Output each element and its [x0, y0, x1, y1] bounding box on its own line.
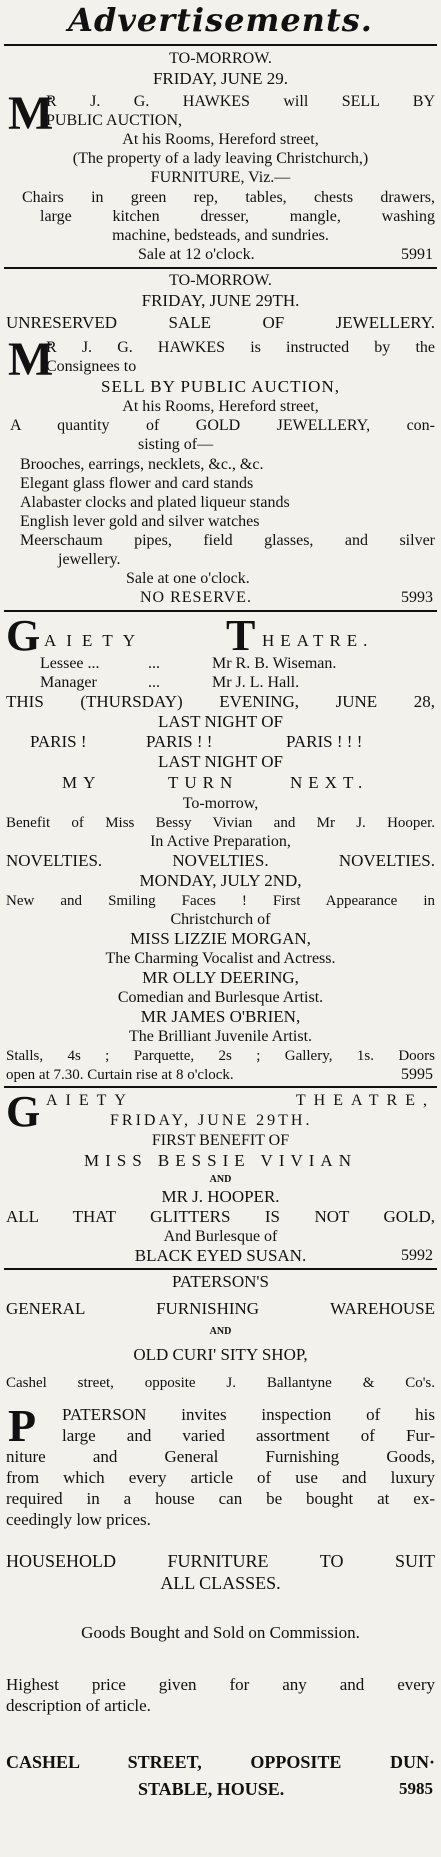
ad-line: To-morrow, — [182, 795, 259, 812]
divider — [4, 1086, 437, 1088]
ad-line: HEATRE. — [262, 631, 374, 650]
ad-line: STABLE, HOUSE. — [138, 1779, 285, 1799]
ad-line: AIETY THEATRE, — [46, 1092, 435, 1109]
ad-line: from which every article of use and luxury — [6, 1468, 435, 1487]
ad-line: FIRST BENEFIT OF — [151, 1132, 290, 1149]
ad-line: SELL BY PUBLIC AUCTION, — [101, 377, 340, 396]
ad-line: Alabaster clocks and plated liqueur stands — [20, 494, 290, 511]
ad-line: In Active Preparation, — [150, 833, 291, 850]
ad-line: PARIS ! ! — [146, 732, 213, 751]
ad-line: FRIDAY, JUNE 29TH. — [141, 291, 300, 310]
ad-line: MISS BESSIE VIVIAN — [84, 1151, 357, 1170]
ad-line: FURNITURE, Viz.— — [150, 169, 291, 186]
ad-line: A quantity of GOLD JEWELLERY, con- — [10, 417, 435, 434]
ad-line: jewellery. — [58, 551, 121, 568]
ad-line: MR JAMES O'BRIEN, — [140, 1007, 301, 1026]
ad-line: Comedian and Burlesque Artist. — [117, 989, 324, 1006]
ad-line: Consignees to — [46, 358, 137, 375]
ad-line: required in a house can be bought at ex- — [6, 1489, 435, 1508]
ad-line: AIETY — [44, 631, 145, 650]
ad-line: LAST NIGHT OF — [158, 712, 283, 731]
ad-line: UNRESERVED SALE OF JEWELLERY. — [6, 313, 435, 332]
ad-line: Mr J. L. Hall. — [212, 674, 300, 691]
decorative-capital: T — [226, 611, 256, 660]
ad-number: 5991 — [401, 246, 433, 263]
ad-line: Cashel street, opposite J. Ballantyne & Co's. — [6, 1375, 435, 1391]
ad-line: AND — [209, 1174, 232, 1185]
ad-line: PATERSON invites inspection of his — [62, 1405, 435, 1424]
divider — [4, 44, 437, 46]
ad-line: Manager — [40, 674, 97, 691]
ad-line: And Burlesque of — [163, 1228, 278, 1245]
ad-line: PARIS ! — [30, 732, 87, 751]
ad-line: NO RESERVE. — [140, 589, 252, 606]
ad-line: ... — [148, 655, 160, 672]
ad-line: New and Smiling Faces ! First Appearance in — [6, 893, 435, 909]
ad-line: Chairs in green rep, tables, chests drawers, — [22, 189, 435, 206]
ad-line: MY — [62, 773, 102, 792]
ad-line: Sale at 12 o'clock. — [138, 246, 255, 263]
decorative-capital: G — [6, 611, 41, 660]
ad-line: Elegant glass flower and card stands — [20, 475, 254, 492]
ad-line: large and varied assortment of Fur- — [62, 1426, 435, 1445]
ad-line: THIS (THURSDAY) EVENING, JUNE 28, — [6, 692, 435, 711]
ad-line: Sale at one o'clock. — [126, 570, 250, 587]
decorative-capital: G — [6, 1087, 41, 1136]
ad-line: BLACK EYED SUSAN. — [134, 1246, 307, 1265]
ad-line: R J. G. HAWKES will SELL BY — [46, 93, 435, 110]
ad-line: At his Rooms, Hereford street, — [122, 131, 319, 148]
ad-number: 5992 — [401, 1247, 433, 1264]
ad-line: Mr R. B. Wiseman. — [212, 655, 337, 672]
ad-line: niture and General Furnishing Goods, — [6, 1447, 435, 1466]
ad-line: GENERAL FURNISHING WAREHOUSE — [6, 1299, 435, 1318]
ad-line: (The property of a lady leaving Christchurch,) — [72, 150, 369, 167]
ad-number: 5993 — [401, 589, 433, 606]
ad-line: LAST NIGHT OF — [158, 752, 283, 771]
ad-line: FRIDAY, JUNE 29TH. — [110, 1112, 313, 1129]
ad-line: English lever gold and silver watches — [20, 513, 260, 530]
ad-line: HOUSEHOLD FURNITURE TO SUIT — [6, 1551, 435, 1571]
ad-line: machine, bedsteads, and sundries. — [112, 227, 329, 244]
ad-line: R J. G. HAWKES is instructed by the — [46, 339, 435, 356]
ad-line: MONDAY, JULY 2ND, — [139, 871, 302, 890]
ad-line: The Brilliant Juvenile Artist. — [128, 1028, 313, 1045]
drop-cap: P — [8, 1400, 37, 1451]
ad-line: Goods Bought and Sold on Commission. — [81, 1623, 360, 1642]
ad-line: TO-MORROW. — [169, 272, 272, 289]
ad-line: PATERSON'S — [172, 1272, 269, 1291]
ad-line: Brooches, earrings, necklets, &c., &c. — [20, 456, 264, 473]
ad-line: ALL THAT GLITTERS IS NOT GOLD, — [6, 1207, 435, 1226]
ad-line: MR J. HOOPER. — [161, 1187, 280, 1206]
ad-line: ceedingly low prices. — [6, 1510, 151, 1529]
ad-line: Stalls, 4s ; Parquette, 2s ; Gallery, 1s. Doors — [6, 1048, 435, 1064]
ad-line: description of article. — [6, 1696, 151, 1715]
ad-line: At his Rooms, Hereford street, — [122, 398, 319, 415]
drop-cap: M — [8, 333, 54, 386]
ad-line: large kitchen dresser, mangle, washing — [40, 208, 435, 225]
ad-line: FRIDAY, JUNE 29. — [152, 69, 289, 88]
ad-line: OLD CURI' SITY SHOP, — [133, 1345, 308, 1364]
ad-line: NEXT. — [290, 773, 369, 792]
ad-line: Highest price given for any and every — [6, 1675, 435, 1694]
ad-line: Meerschaum pipes, field glasses, and silver — [20, 532, 435, 549]
ad-line: NOVELTIES. NOVELTIES. NOVELTIES. — [6, 851, 435, 870]
ad-line: TURN — [168, 773, 239, 792]
ad-line: MR OLLY DEERING, — [142, 968, 299, 987]
ad-line: CASHEL STREET, OPPOSITE DUN· — [6, 1752, 435, 1772]
ad-line: MISS LIZZIE MORGAN, — [130, 929, 311, 948]
ad-line: ALL CLASSES. — [160, 1573, 281, 1593]
ad-line: Benefit of Miss Bessy Vivian and Mr J. Hooper. — [6, 815, 435, 831]
ad-line: AND — [209, 1326, 232, 1337]
ad-line: sisting of— — [138, 436, 214, 453]
ad-line: Christchurch of — [170, 911, 271, 928]
ad-line: PARIS ! ! ! — [286, 732, 363, 751]
ad-line: open at 7.30. Curtain rise at 8 o'clock. — [6, 1067, 234, 1083]
ad-line: Lessee ... — [40, 655, 100, 672]
ad-number: 5995 — [401, 1066, 433, 1083]
page-title: Advertisements. — [68, 1, 373, 39]
ad-line: The Charming Vocalist and Actress. — [105, 950, 336, 967]
ad-number: 5985 — [399, 1779, 433, 1798]
ad-line: ... — [148, 674, 160, 691]
ad-line: PUBLIC AUCTION, — [46, 112, 183, 129]
ad-line: TO-MORROW. — [169, 50, 272, 67]
divider — [4, 267, 437, 269]
drop-cap: M — [8, 87, 54, 140]
divider — [4, 1268, 437, 1270]
divider — [4, 610, 437, 612]
